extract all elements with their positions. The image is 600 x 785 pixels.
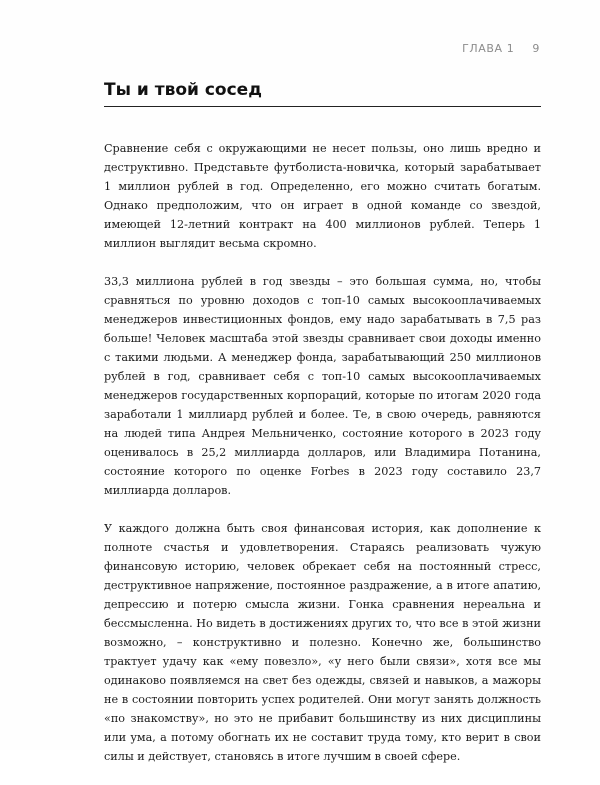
section-title: Ты и твой сосед (104, 80, 262, 100)
paragraph: 33,3 миллиона рублей в год звезды – это большая сумма, но, чтобы сравняться по уровню доходов с топ-10 самых высокооплачиваемых менеджеров инвестиционных фондов, ему надо зарабатывать в 7,5 раз больше! Человек масштаба этой звезды сравнивает свои доходы именно с такими людьми. А менеджер фонда, зарабатывающий 250 миллионов рублей в год, сравнивает себя с топ-10 самых высокооплачиваемых менеджеров государственных корпораций, которые по итогам 2020 года заработали 1 миллиард рублей и более. Те, в свою очередь, равняются на людей типа Андрея Мельниченко, состояние которого в 2023 году оценивалось в 25,2 миллиарда долларов, или Владимира Потанина, состояние которого по оценке Forbes в 2023 году составило 23,7 миллиарда долларов. (104, 275, 541, 497)
page-number: 9 (532, 42, 540, 55)
body-text (104, 139, 541, 785)
paragraph: Сравнение себя с окружающими не несет пользы, оно лишь вредно и деструктивно. Представьте футболиста-новичка, который зарабатывает 1 миллион рублей в год. Определенно, его можно считать богатым. Однако предположим, что он играет в одной команде со звездой, имеющей 12-летний контракт на 400 миллионов рублей. Теперь 1 миллион выглядит весьма скромно. (104, 142, 541, 250)
running-header (340, 42, 540, 55)
paragraph: У каждого должна быть своя финансовая история, как дополнение к полноте счастья и удовлетворения. Стараясь реализовать чужую финансовую историю, человек обрекает себя на постоянный стресс, деструктивное напряжение, постоянное раздражение, а в итоге апатию, депрессию и потерю смысла жизни. Гонка сравнения нереальна и бессмысленна. Но видеть в достижениях других то, что все в этой жизни возможно, – конструктивно и полезно. Конечно же, большинство трактует удачу как «ему повезло», «у него были связи», хотя все мы одинаково появляемся на свет без одежды, связей и навыков, а мажоры не в состоянии повторить успех родителей. Они могут занять должность «по знакомству», но это не прибавит большинству из них дисциплины или ума, а потому обогнать их не составит труда тому, кто верит в свои силы и действует, становясь в итоге лучшим в своей сфере. (104, 522, 541, 763)
chapter-label: ГЛАВА 1 (462, 42, 515, 55)
title-divider (104, 106, 541, 107)
